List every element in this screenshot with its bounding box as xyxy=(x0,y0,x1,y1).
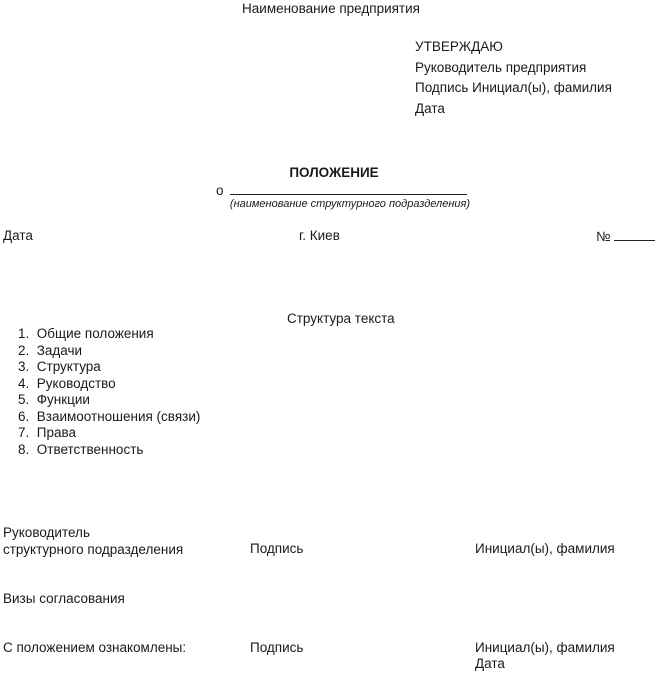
list-item xyxy=(18,326,200,343)
list-item xyxy=(18,442,200,459)
number-field xyxy=(596,228,655,245)
subject-blank-line xyxy=(230,182,467,195)
list-item-label: Руководство xyxy=(36,375,116,391)
list-item xyxy=(18,359,200,376)
head-initials-label: Инициал(ы), фамилия xyxy=(475,541,615,556)
list-item-number: 8. xyxy=(18,441,30,457)
list-item-label: Взаимоотношения (связи) xyxy=(36,408,201,424)
date-label: Дата xyxy=(3,228,33,243)
list-item-number: 6. xyxy=(18,408,30,424)
document-title: ПОЛОЖЕНИЕ xyxy=(289,165,379,180)
subject-caption: (наименование структурного подразделения) xyxy=(229,198,471,210)
list-item-label: Ответственность xyxy=(36,441,144,457)
approve-head-title: Руководитель предприятия xyxy=(415,59,587,75)
organization-name: Наименование предприятия xyxy=(242,1,420,16)
list-item-number: 3. xyxy=(18,359,30,374)
structure-list xyxy=(18,326,200,458)
list-item-label: Функции xyxy=(36,392,90,407)
head-signature-label: Подпись xyxy=(250,541,304,556)
city-label: г. Киев xyxy=(299,228,340,243)
number-blank-line xyxy=(614,228,655,241)
approval-visas-label: Визы согласования xyxy=(3,591,125,606)
list-item-number: 7. xyxy=(18,425,30,440)
list-item-number: 2. xyxy=(18,342,30,358)
list-item xyxy=(18,409,200,426)
acknowledged-signature-label: Подпись xyxy=(250,640,304,655)
list-item-label: Структура xyxy=(36,359,101,374)
department-head-label xyxy=(3,524,183,558)
list-item-label: Общие положения xyxy=(36,326,154,341)
structure-heading: Структура текста xyxy=(287,311,395,326)
subject-prefix: о xyxy=(216,183,224,198)
approve-date: Дата xyxy=(415,100,445,116)
list-item xyxy=(18,392,200,409)
department-head-line1: Руководитель xyxy=(3,525,90,540)
list-item-label: Задачи xyxy=(36,342,83,358)
list-item-label: Права xyxy=(36,425,77,440)
list-item-number: 1. xyxy=(18,326,30,341)
acknowledged-date-label: Дата xyxy=(475,656,505,671)
acknowledged-initials-label: Инициал(ы), фамилия xyxy=(475,640,615,655)
list-item xyxy=(18,376,200,393)
list-item-number: 4. xyxy=(18,375,30,391)
department-head-line2: структурного подразделения xyxy=(3,542,184,557)
approve-signature-line: Подпись Инициал(ы), фамилия xyxy=(415,80,612,95)
list-item xyxy=(18,343,200,360)
list-item-number: 5. xyxy=(18,392,30,407)
approval-block xyxy=(415,37,612,119)
approve-heading: УТВЕРЖДАЮ xyxy=(415,39,503,54)
list-item xyxy=(18,425,200,442)
acknowledged-label: С положением ознакомлены: xyxy=(3,640,187,655)
number-label: № xyxy=(596,229,611,244)
